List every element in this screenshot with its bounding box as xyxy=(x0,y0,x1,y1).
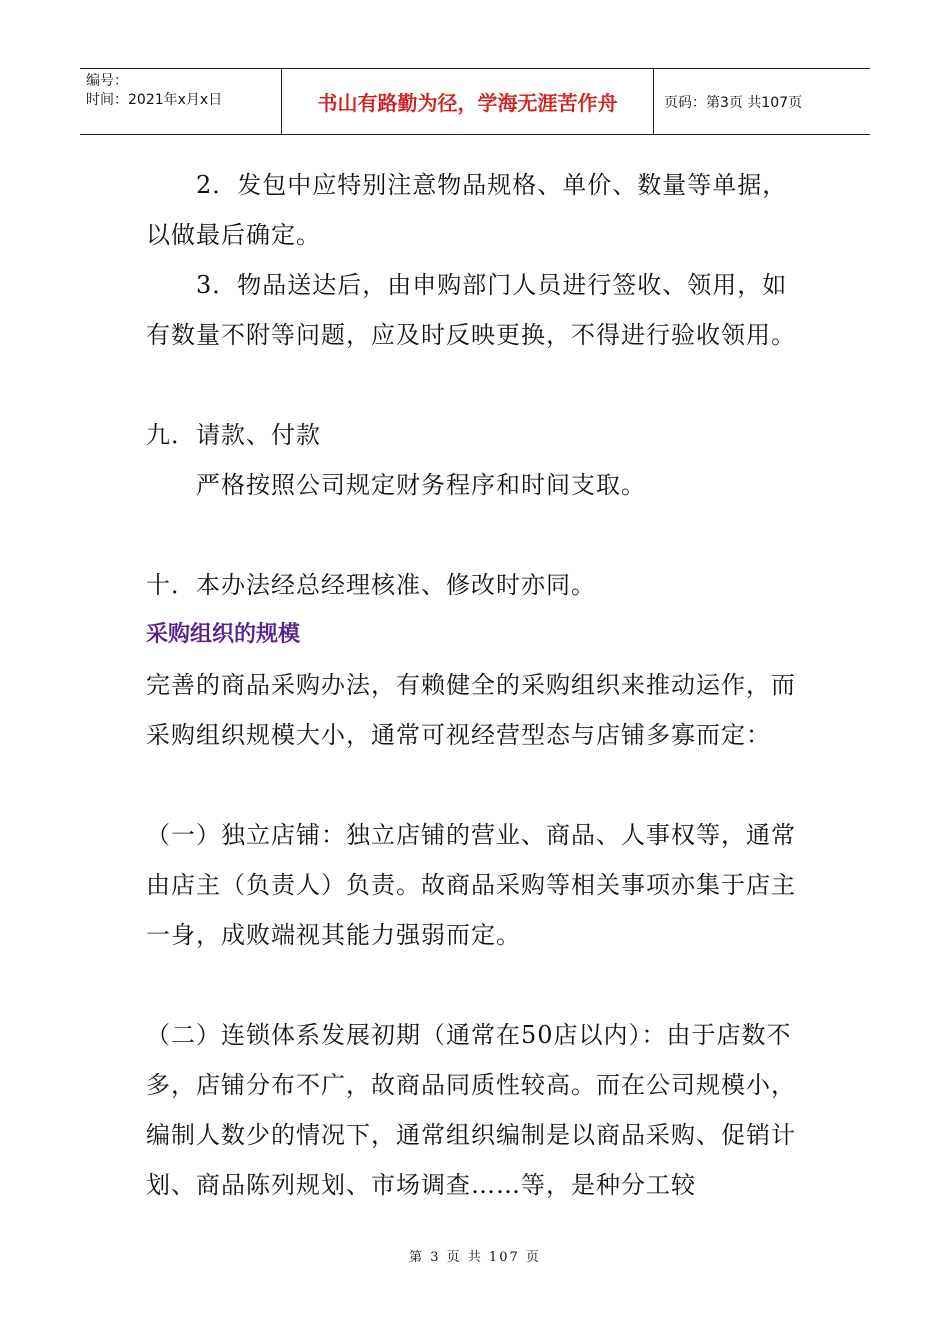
number-label: 编号： xyxy=(86,73,128,89)
paragraph-item-3: 3．物品送达后，由申购部门人员进行签收、领用，如有数量不附等问题，应及时反映更换，不得进行验收领用。 xyxy=(146,271,796,349)
section-heading-10: 十．本办法经总经理核准、修改时亦同。 xyxy=(146,571,596,599)
purchasing-org-heading: 采购组织的规模 xyxy=(146,622,301,647)
document-body xyxy=(146,160,808,1210)
section-heading-9: 九．请款、付款 xyxy=(146,421,321,449)
header-motto: 书山有路勤为径，学海无涯苦作舟 xyxy=(282,69,654,134)
header-meta xyxy=(80,69,282,134)
paragraph-payment: 严格按照公司规定财务程序和时间支取。 xyxy=(196,471,646,499)
header-page-info: 页码：第3页 共107页 xyxy=(664,94,803,111)
paragraph-item-2: 2．发包中应特别注意物品规格、单价、数量等单据，以做最后确定。 xyxy=(146,171,788,249)
page-header xyxy=(80,68,870,135)
page-footer: 第 3 页 共 107 页 xyxy=(409,1250,541,1265)
paragraph-intro: 完善的商品采购办法，有赖健全的采购组织来推动运作，而采购组织规模大小，通常可视经营型态与店铺多寡而定： xyxy=(146,671,796,749)
paragraph-chain-early: （二）连锁体系发展初期（通常在50店以内）：由于店数不多，店铺分布不广，故商品同质性较高。而在公司规模小，编制人数少的情况下，通常组织编制是以商品采购、促销计划、商品陈列规划、市场调查……等，是种分工较 xyxy=(146,1021,796,1199)
paragraph-independent-store: （一）独立店铺：独立店铺的营业、商品、人事权等，通常由店主（负责人）负责。故商品采购等相关事项亦集于店主一身，成败端视其能力强弱而定。 xyxy=(146,821,796,949)
date-label: 时间：2021年x月x日 xyxy=(86,92,223,108)
